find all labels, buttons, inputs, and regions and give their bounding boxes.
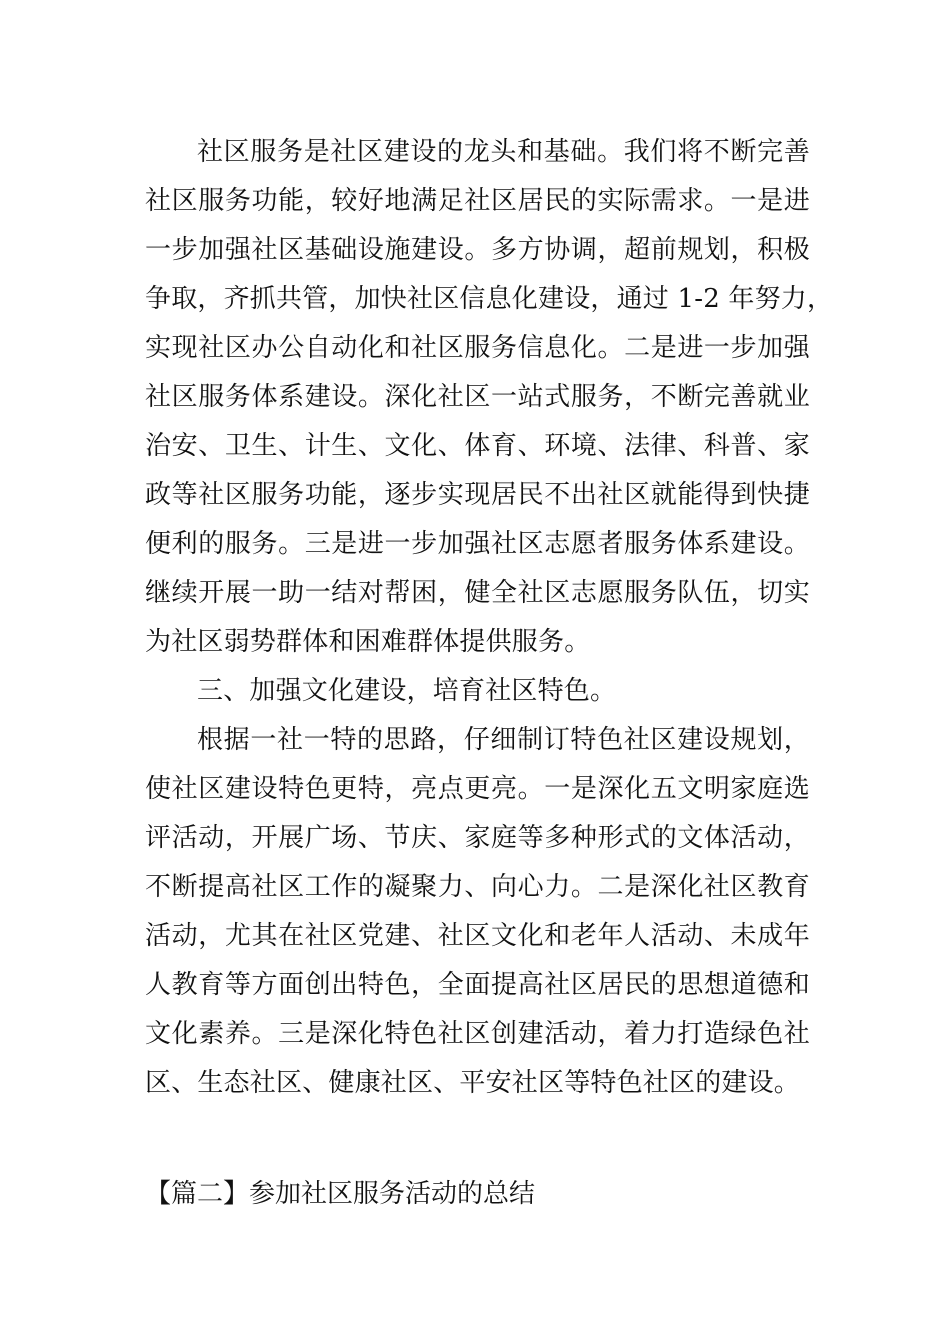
text-line: 根据一社一特的思路，仔细制订特色社区建设规划，	[197, 725, 810, 755]
text-line: 治安、卫生、计生、文化、体育、环境、法律、科普、家	[145, 431, 810, 461]
text-line: 区、生态社区、健康社区、平安社区等特色社区的建设。	[145, 1068, 801, 1098]
subheading-culture	[145, 667, 810, 716]
text-line: 继续开展一助一结对帮困，健全社区志愿服务队伍，切实	[145, 578, 810, 608]
text-line: 为社区弱势群体和困难群体提供服务。	[145, 627, 591, 657]
paragraph-community-services	[145, 128, 834, 667]
document-body	[145, 128, 834, 1108]
section-heading: 【篇二】参加社区服务活动的总结	[145, 1179, 536, 1209]
text-line: 社区服务功能，较好地满足社区居民的实际需求。一是进	[145, 186, 810, 216]
text-line: 活动，尤其在社区党建、社区文化和老年人活动、未成年	[145, 921, 810, 951]
text-line: 争取，齐抓共管，加快社区信息化建设，通过 1-2 年努力，	[145, 284, 834, 314]
text-line: 一步加强社区基础设施建设。多方协调，超前规划，积极	[145, 235, 810, 265]
text-line: 使社区建设特色更特，亮点更亮。一是深化五文明家庭选	[145, 774, 810, 804]
text-line: 不断提高社区工作的凝聚力、向心力。二是深化社区教育	[145, 872, 810, 902]
text-line: 文化素养。三是深化特色社区创建活动，着力打造绿色社	[145, 1019, 810, 1049]
text-line: 社区服务体系建设。深化社区一站式服务，不断完善就业	[145, 382, 810, 412]
text-line: 实现社区办公自动化和社区服务信息化。二是进一步加强	[145, 333, 810, 363]
text-line: 三、加强文化建设，培育社区特色。	[197, 676, 617, 706]
text-line: 人教育等方面创出特色，全面提高社区居民的思想道德和	[145, 970, 810, 1000]
text-line: 社区服务是社区建设的龙头和基础。我们将不断完善	[197, 137, 810, 167]
paragraph-culture-building	[145, 716, 810, 1108]
text-line: 政等社区服务功能，逐步实现居民不出社区就能得到快捷	[145, 480, 810, 510]
text-line: 评活动，开展广场、节庆、家庭等多种形式的文体活动，	[145, 823, 810, 853]
text-line: 便利的服务。三是进一步加强社区志愿者服务体系建设。	[145, 529, 810, 559]
